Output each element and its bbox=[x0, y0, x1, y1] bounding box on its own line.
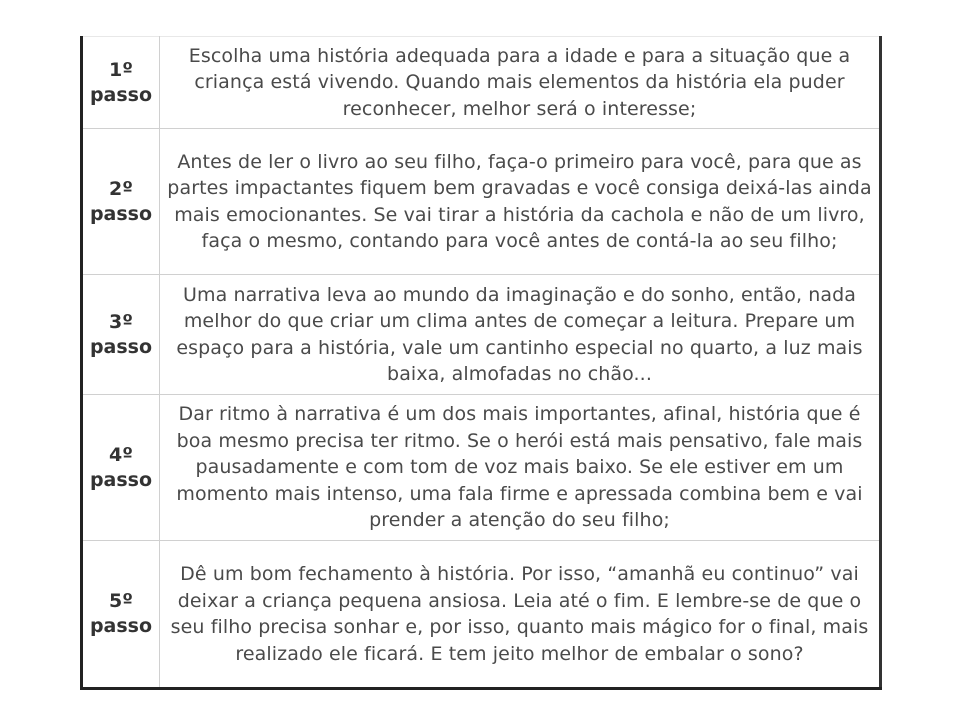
step-text: Dar ritmo à narrativa é um dos mais importantes, afinal, história que é boa mesmo precisa ter ritmo. Se o herói está mais pensativo, fale mais pausadamente e com tom de voz mais baixo. Se ele estiver em um momento mais intenso, uma fala firme e apressada combina bem e vai prender a atenção do seu filho; bbox=[160, 395, 881, 541]
step-row bbox=[82, 37, 881, 129]
step-number: 4º bbox=[109, 443, 133, 466]
step-label-cell bbox=[82, 129, 160, 275]
step-text: Antes de ler o livro ao seu filho, faça-o primeiro para você, para que as partes impactantes fiquem bem gravadas e você consiga deixá-las ainda mais emocionantes. Se vai tirar a história da cachola e não de um livro, faça o mesmo, contando para você antes de contá-la ao seu filho; bbox=[160, 129, 881, 275]
step-word: passo bbox=[89, 468, 153, 491]
step-label-cell bbox=[82, 395, 160, 541]
step-label-cell bbox=[82, 541, 160, 689]
step-word: passo bbox=[89, 335, 153, 358]
steps-table bbox=[80, 36, 882, 690]
step-number: 3º bbox=[109, 310, 133, 333]
step-row bbox=[82, 395, 881, 541]
step-row bbox=[82, 129, 881, 275]
step-label-cell bbox=[82, 275, 160, 395]
step-label-cell bbox=[82, 37, 160, 129]
step-text: Escolha uma história adequada para a idade e para a situação que a criança está vivendo. Quando mais elementos da história ela puder reconhecer, melhor será o interesse; bbox=[160, 37, 881, 129]
step-word: passo bbox=[89, 83, 153, 106]
step-word: passo bbox=[89, 615, 153, 637]
step-number: 2º bbox=[109, 177, 133, 200]
step-number: 5º bbox=[109, 590, 133, 612]
step-text: Uma narrativa leva ao mundo da imaginação e do sonho, então, nada melhor do que criar um clima antes de começar a leitura. Prepare um espaço para a história, vale um cantinho especial no quarto, a luz mais baixa, almofadas no chão... bbox=[160, 275, 881, 395]
step-row bbox=[82, 275, 881, 395]
step-text: Dê um bom fechamento à história. Por isso, “amanhã eu continuo” vai deixar a criança pequena ansiosa. Leia até o fim. E lembre-se de que o seu filho precisa sonhar e, por isso, quanto mais mágico for o final, mais realizado ele ficará. E tem jeito melhor de embalar o sono? bbox=[160, 541, 881, 689]
step-number: 1º bbox=[109, 58, 133, 81]
step-word: passo bbox=[89, 202, 153, 225]
step-row bbox=[82, 541, 881, 689]
